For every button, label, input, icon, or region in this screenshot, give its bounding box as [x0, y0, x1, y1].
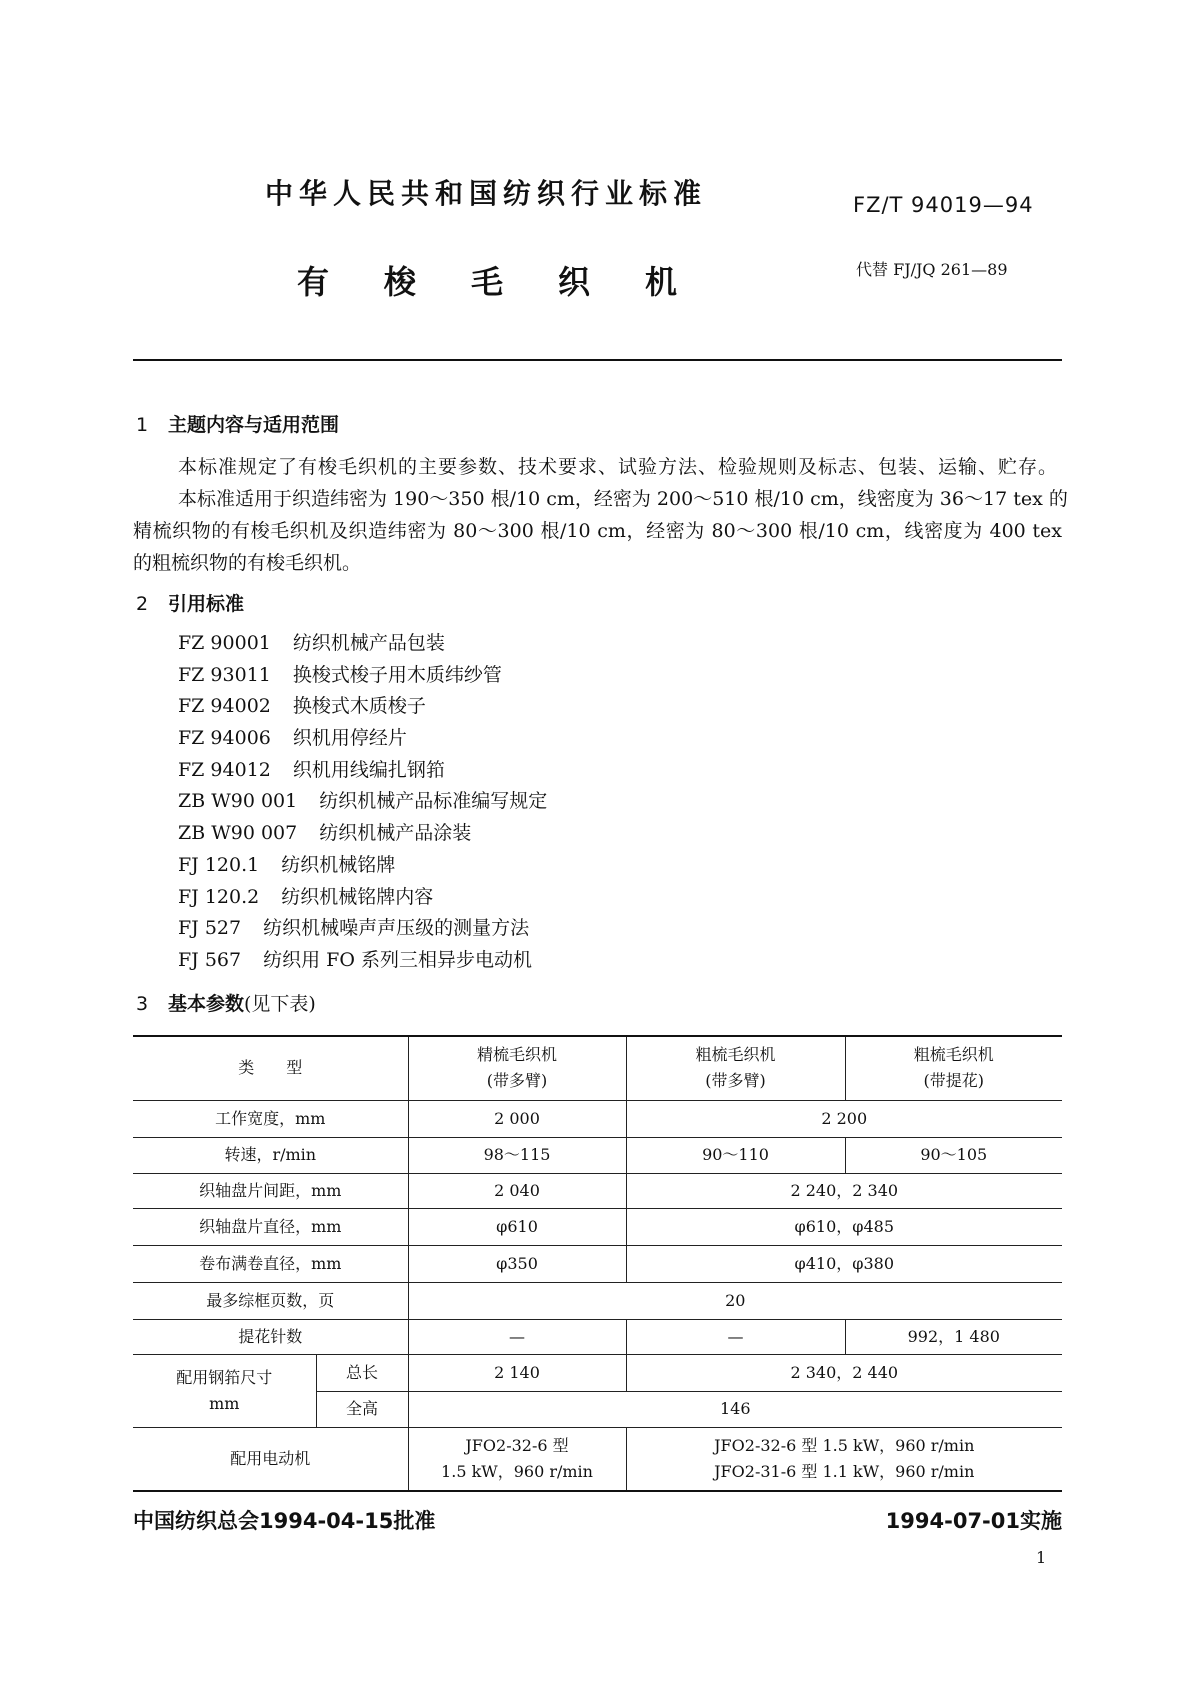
table-cell: 98～115 [408, 1137, 626, 1173]
reference-item [178, 913, 878, 945]
table-row [133, 1208, 1062, 1245]
section-number: 1 [136, 414, 149, 436]
row-label-unit: mm [209, 1393, 240, 1413]
cell-line: 1.5 kW，960 r/min [441, 1461, 593, 1481]
section-title: 引用标准 [168, 593, 245, 615]
table-cell: φ610 [408, 1208, 626, 1245]
reference-title: 换梭式梭子用木质纬纱管 [292, 663, 502, 686]
standard-code: FZ/T 94019—94 [853, 193, 1034, 217]
header-woollen-dobby [626, 1036, 845, 1100]
row-label: 织轴盘片间距，mm [133, 1173, 408, 1208]
reference-code: FZ 94002 [178, 695, 271, 718]
table-cell: 2 040 [408, 1173, 626, 1208]
reference-title: 纺织机械铭牌 [281, 853, 396, 876]
header-worsted-dobby [408, 1036, 626, 1100]
section-1-heading [136, 410, 339, 440]
reference-code: FJ 120.1 [178, 853, 260, 876]
table-row [133, 1245, 1062, 1282]
table-cell: 992，1 480 [845, 1319, 1062, 1354]
reference-code: ZB W90 001 [178, 790, 298, 813]
section-3-heading [136, 989, 316, 1019]
row-label: 工作宽度，mm [133, 1100, 408, 1137]
reference-item [178, 850, 878, 882]
reference-title: 织机用线编扎钢筘 [292, 758, 445, 781]
section-note: (见下表) [244, 993, 316, 1015]
reference-title: 纺织机械产品标准编写规定 [319, 790, 548, 813]
sub-row-label: 全高 [316, 1391, 408, 1427]
header-machine-sub: (带提花) [923, 1071, 985, 1091]
reference-title: 纺织机械产品涂装 [319, 822, 472, 845]
reference-item [178, 882, 878, 914]
reference-title: 纺织机械铭牌内容 [281, 885, 434, 908]
scope-paragraph-1: 本标准规定了有梭毛织机的主要参数、技术要求、试验方法、检验规则及标志、包装、运输、贮存。 [178, 456, 1059, 478]
table-cell: 90～105 [845, 1137, 1062, 1173]
page-number: 1 [1036, 1548, 1047, 1567]
row-label: 配用钢筘尺寸 [176, 1367, 273, 1387]
reference-code: FJ 120.2 [178, 885, 260, 908]
cell-line: JFO2-32-6 型 [465, 1435, 569, 1455]
reference-title: 纺织用 FO 系列三相异步电动机 [263, 948, 532, 971]
header-machine-sub: (带多臂) [705, 1071, 766, 1091]
reference-code: FZ 94012 [178, 758, 271, 781]
reference-item [178, 786, 878, 818]
scope-paragraph-2-line: 的粗梳织物的有梭毛织机。 [133, 552, 362, 574]
type-header: 类 型 [133, 1036, 408, 1100]
reference-item [178, 628, 878, 660]
header-machine-name: 精梳毛织机 [477, 1045, 558, 1065]
document-title: 有梭毛织机 [297, 263, 733, 301]
reference-code: FZ 94006 [178, 727, 271, 750]
table-cell: 146 [408, 1391, 1062, 1427]
row-label: 织轴盘片直径，mm [133, 1208, 408, 1245]
section-number: 3 [136, 993, 149, 1015]
cell-line: JFO2-31-6 型 1.1 kW，960 r/min [714, 1461, 975, 1481]
table-row [133, 1173, 1062, 1208]
section-title: 基本参数 [168, 993, 245, 1015]
table-cell: — [408, 1319, 626, 1354]
section-title: 主题内容与适用范围 [168, 414, 340, 436]
reference-item [178, 945, 878, 977]
table-row [133, 1100, 1062, 1137]
table-cell: 20 [408, 1282, 1062, 1319]
reference-item [178, 723, 878, 755]
row-label-reed-size [133, 1354, 316, 1427]
table-row [133, 1354, 1062, 1391]
cell-line: JFO2-32-6 型 1.5 kW，960 r/min [714, 1435, 975, 1455]
table-cell: φ610，φ485 [626, 1208, 1062, 1245]
reference-code: FJ 567 [178, 948, 242, 971]
scope-paragraph-2-line: 本标准适用于织造纬密为 190～350 根/10 cm，经密为 200～510 根/10 cm，线密度为 36～17 tex 的 [178, 488, 1068, 510]
row-label: 卷布满卷直径，mm [133, 1245, 408, 1282]
reference-item [178, 755, 878, 787]
row-label: 提花针数 [133, 1319, 408, 1354]
table-cell [626, 1427, 1062, 1491]
row-label: 最多综框页数，页 [133, 1282, 408, 1319]
table-cell: 2 200 [626, 1100, 1062, 1137]
reference-item [178, 660, 878, 692]
table-cell [408, 1427, 626, 1491]
table-row [133, 1319, 1062, 1354]
replaces-standard: 代替 FJ/JQ 261—89 [856, 260, 1008, 279]
header-woollen-jacquard [845, 1036, 1062, 1100]
row-label: 转速，r/min [133, 1137, 408, 1173]
section-2-heading [136, 589, 244, 619]
basic-parameters-table [133, 1035, 1062, 1492]
table-row [133, 1282, 1062, 1319]
table-cell: 2 140 [408, 1354, 626, 1391]
reference-list [178, 628, 878, 977]
issuing-body-title: 中华人民共和国纺织行业标准 [265, 177, 708, 210]
table-cell: 2 240，2 340 [626, 1173, 1062, 1208]
row-label: 配用电动机 [133, 1427, 408, 1491]
reference-title: 织机用停经片 [292, 727, 407, 750]
reference-code: FJ 527 [178, 917, 242, 940]
reference-title: 纺织机械产品包装 [292, 632, 445, 654]
reference-code: FZ 90001 [178, 632, 271, 654]
header-rule [133, 359, 1062, 361]
approval-statement: 中国纺织总会1994-04-15批准 [133, 1509, 436, 1533]
reference-item [178, 691, 878, 723]
table-cell: 2 340，2 440 [626, 1354, 1062, 1391]
table-cell: 2 000 [408, 1100, 626, 1137]
table-row [133, 1427, 1062, 1491]
effective-date: 1994-07-01实施 [885, 1509, 1062, 1533]
reference-title: 纺织机械噪声声压级的测量方法 [263, 917, 530, 940]
table-row [133, 1137, 1062, 1173]
sub-row-label: 总长 [316, 1354, 408, 1391]
table-header-row [133, 1036, 1062, 1100]
reference-code: ZB W90 007 [178, 822, 298, 845]
reference-code: FZ 93011 [178, 663, 271, 686]
header-machine-name: 粗梳毛织机 [695, 1045, 776, 1065]
header-machine-name: 粗梳毛织机 [913, 1045, 994, 1065]
scope-paragraph-2-line: 精梳织物的有梭毛织机及织造纬密为 80～300 根/10 cm，经密为 80～300 根/10 cm，线密度为 400 tex [133, 520, 1062, 542]
reference-title: 换梭式木质梭子 [292, 695, 426, 718]
table-cell: φ350 [408, 1245, 626, 1282]
section-number: 2 [136, 593, 149, 615]
table-cell: — [626, 1319, 845, 1354]
reference-item [178, 818, 878, 850]
table-cell: 90～110 [626, 1137, 845, 1173]
header-machine-sub: (带多臂) [486, 1071, 548, 1091]
table-cell: φ410，φ380 [626, 1245, 1062, 1282]
